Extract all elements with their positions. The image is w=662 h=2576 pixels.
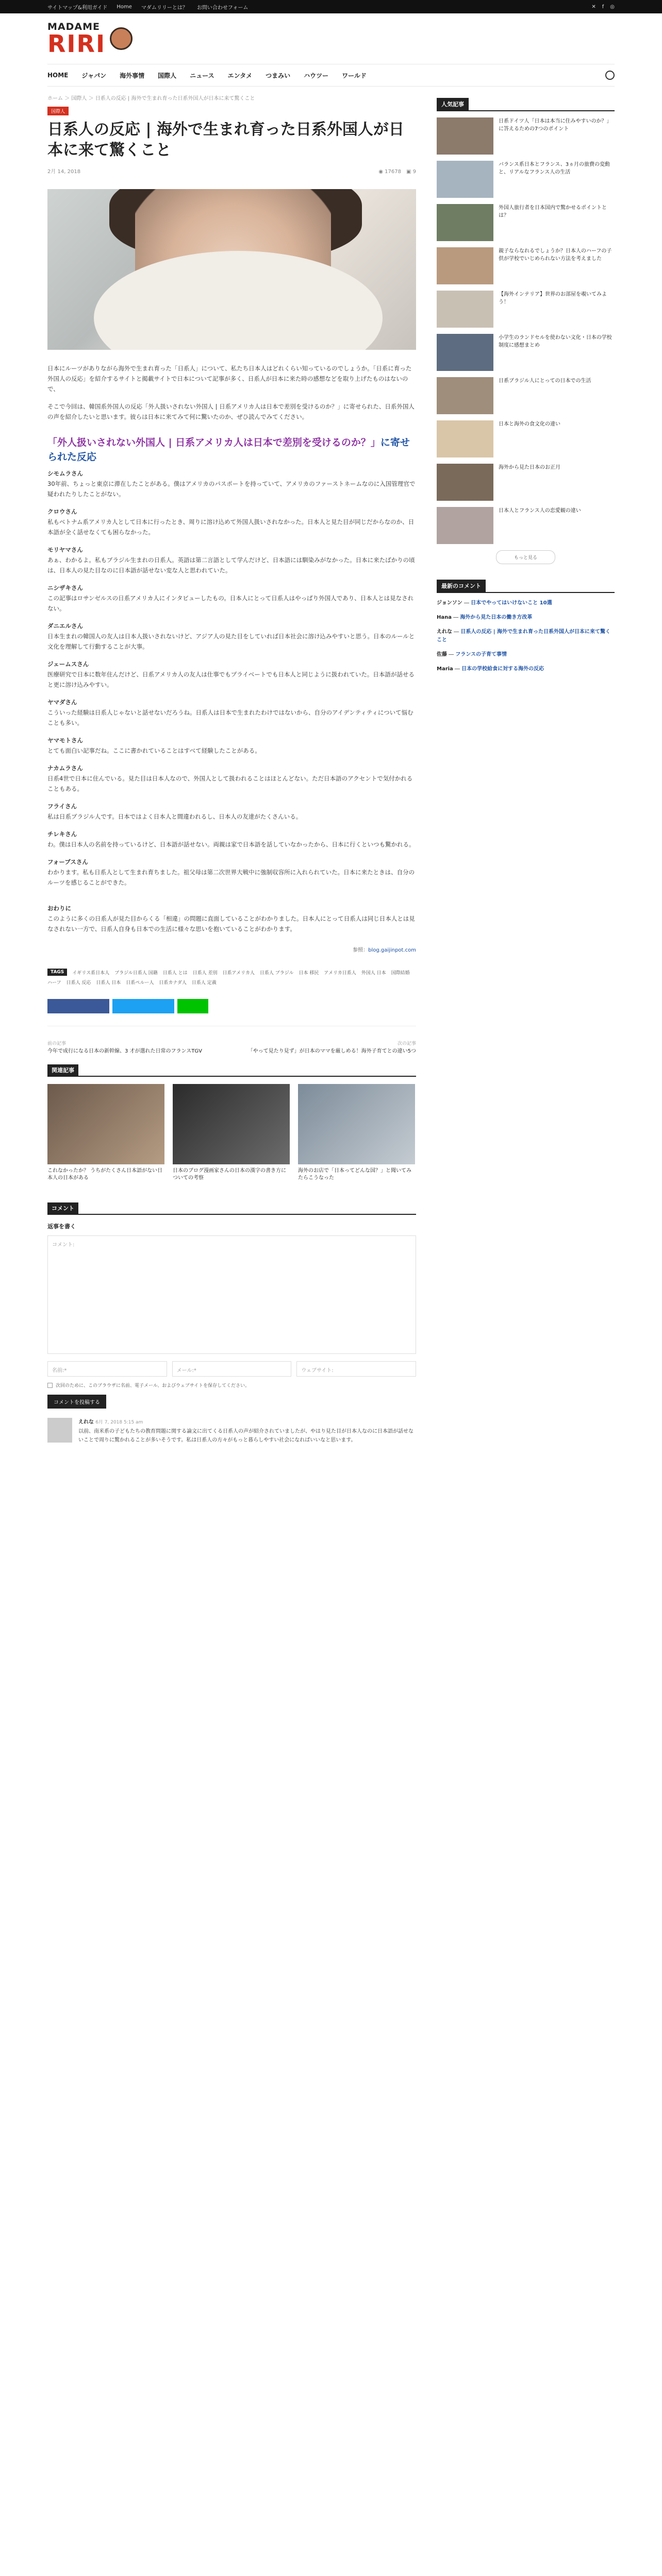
comment-author: えれな <box>78 1419 94 1425</box>
article <box>47 87 416 1445</box>
comment-text: わかります。私も日系人として生まれ育ちました。祖父母は第二次世界大戦中に強制収容所に入れられていた。日本に来たときは、自分のルーツを感じることができた。 <box>47 869 415 886</box>
intro-paragraph: 日本にルーツがありながら海外で生まれ育った「日系人」について、私たち日本人はどれくらい知っているのでしょうか。「日系に育った外国人の反応」を紹介するサイトと掲載サイトで日本について記事が多く、日系人が日本に来た時の感想などを取り上げたものはないので、 <box>47 365 412 393</box>
related-card[interactable]: 海外のお店で「日本ってどんな国？」と聞いてみたらこうなった <box>298 1084 415 1182</box>
nav-howto[interactable]: ハウツー <box>304 72 329 79</box>
commenter-name: ニシザキさん <box>47 584 83 591</box>
tag-item[interactable]: アメリカ日系人 <box>324 970 356 976</box>
topbar-link-contact[interactable]: お問い合わせフォーム <box>196 5 249 11</box>
recent-comment: Maria ― 日本の学校給食に対する海外の反応 <box>437 666 544 672</box>
article-date: 2月 14, 2018 <box>47 169 81 175</box>
tag-item[interactable]: ハーフ <box>47 980 61 986</box>
category-badge[interactable]: 国際人 <box>47 107 69 115</box>
popular-item[interactable]: 日本と海外の食文化の違い <box>437 420 615 457</box>
search-icon[interactable] <box>605 71 615 80</box>
save-info-checkbox[interactable] <box>47 1383 53 1388</box>
comment-text: あぁ、わかるよ。私もブラジル生まれの日系人。英語は第二言語として学んだけど、日本語には馴染みがなかった。日本に来たばかりの頃は、日本人の見た目なのに日本語が話せない変な人と思われていた。 <box>47 556 415 574</box>
tag-item[interactable]: 日系人 ブラジル <box>259 970 294 976</box>
tag-item[interactable]: 日系アメリカ人 <box>222 970 255 976</box>
save-info-label: 次回のために、このブラウザに名前、電子メール、およびウェブサイトを保存してください。 <box>56 1383 250 1388</box>
related-card[interactable]: 日本のブログ漫画家さんの日本の漢字の書き方についての考察 <box>173 1084 290 1182</box>
popular-item[interactable]: 海外から見た日本のお正月 <box>437 464 615 501</box>
comment-text: 日本生まれの韓国人の友人は日本人扱いされないけど、アジア人の見た目をしていれば日本社会に溶け込みやすいと思う。日本のルールと文化を理解して行動することが大事。 <box>47 633 415 650</box>
conclusion-text: このように多くの日系人が見た目からくる「相違」の問題に直面していることがわかりました。日本人にとって日系人は同じ日本人とは見なされない一方で、日系人自身も日本での生活に様々な思いを抱いていることがわかります。 <box>47 915 415 933</box>
commenter-name: ナカムラさん <box>47 765 83 772</box>
related-heading: 関連記事 <box>47 1064 78 1076</box>
facebook-icon[interactable]: f <box>602 4 604 10</box>
avatar <box>47 1418 72 1443</box>
comment-form-heading: コメント <box>47 1202 78 1214</box>
tag-list <box>47 969 416 986</box>
comment-text: 私もベトナム系アメリカ人として日本に行ったとき、周りに溶け込めて外国人扱いされなかった。日本人と見た目が同じだからなのか、日本語が全く話せなくても困らなかった。 <box>47 518 415 536</box>
nav-japan[interactable]: ジャパン <box>81 72 107 79</box>
tag-item[interactable]: 日系カナダ人 <box>159 980 187 986</box>
tag-item[interactable]: 日系ペルー人 <box>126 980 154 986</box>
topbar-link-home[interactable]: Home <box>117 4 132 10</box>
article-meta <box>47 167 416 182</box>
intro-paragraph: そこで今回は、韓国系外国人の反応「外人扱いされない外国人 | 日系アメリカ人は日本で差別を受けるのか？」に寄せられた、日系外国人の声を紹介したいと思います。彼らは日本に来てみて何に驚いたのか、ぜひ読んでみてください。 <box>47 403 415 420</box>
tag-item[interactable]: 日系人 反応 <box>66 980 91 986</box>
section-heading: 「外人扱いされない外国人 | 日系アメリカ人は日本で差別を受けるのか？」に寄せられた反応 <box>47 437 410 463</box>
tag-item[interactable]: 日系人 とは <box>162 970 188 976</box>
share-buttons <box>47 999 416 1026</box>
tag-item[interactable]: 日系人 日本 <box>96 980 121 986</box>
popular-item[interactable]: 日系ブラジル人にとっての日本での生活 <box>437 377 615 414</box>
website-field[interactable]: ウェブサイト: <box>296 1361 416 1377</box>
logo-top-text: MADAME <box>47 21 100 32</box>
nav-world[interactable]: ワールド <box>342 72 367 79</box>
popular-heading: 人気記事 <box>437 98 469 110</box>
comment-date: 6月 7, 2018 5:15 am <box>95 1420 143 1425</box>
breadcrumb: ホーム ＞ 国際人 ＞ 日系人の反応 | 海外で生まれ育った日系外国人が日本に来て驚くこと <box>47 96 255 101</box>
site-logo[interactable] <box>47 22 133 56</box>
related-thumbnail <box>47 1084 164 1164</box>
commenter-name: フォーブスさん <box>47 858 88 866</box>
comment-textarea[interactable]: コメント: <box>47 1235 416 1354</box>
comment-icon: ▣ <box>406 169 413 175</box>
commenter-name: チレキさん <box>47 831 77 838</box>
commenter-name: モリヤマさん <box>47 546 83 553</box>
instagram-icon[interactable]: ◎ <box>610 4 615 10</box>
content-wrap <box>0 87 662 1445</box>
recent-comment: えれな ― 日系人の反応 | 海外で生まれ育った日系外国人が日本に来て驚くこと <box>437 629 610 643</box>
topbar-link-sitemap[interactable]: サイトマップ&利用ガイド <box>47 5 108 11</box>
prev-post[interactable]: 前の記事 今年で成行になる日本の新幹線、3 才が選れた日常のフランスTGV <box>47 1041 202 1054</box>
popular-item[interactable]: 外国人旅行者を日本国内で驚かせるポイントとは？ <box>437 204 615 241</box>
twitter-icon[interactable]: ✕ <box>591 4 596 10</box>
commenter-name: フライさん <box>47 803 77 810</box>
tag-item[interactable]: 日系人 差別 <box>192 970 218 976</box>
topbar-link-about[interactable]: マダムリリーとは？ <box>141 5 188 11</box>
nav-international[interactable]: 国際人 <box>158 72 177 79</box>
main-nav <box>47 64 615 87</box>
logo-bottom-text: RIRI <box>47 29 106 58</box>
nav-news[interactable]: ニュース <box>190 72 214 79</box>
hero-image <box>47 189 416 350</box>
nav-overseas[interactable]: 海外事情 <box>120 72 145 79</box>
popular-item[interactable]: 親子ならなれるでしょうか？日本人のハーフの子供が学校でいじめられない方法を考えました <box>437 247 615 284</box>
commenter-name: ヤマモトさん <box>47 737 83 744</box>
sidebar <box>437 87 615 1445</box>
related-card[interactable]: これなかったか？ うちがたくさん日本語がない日本人の日本がある <box>47 1084 164 1182</box>
commenter-name: ヤマダさん <box>47 699 77 706</box>
nav-home[interactable]: HOME <box>47 72 69 79</box>
popular-item[interactable]: バランス系日本とフランス、3ヵ月の旅費の変動と、リアルなフランス人の生活 <box>437 161 615 198</box>
post-navigation <box>47 1040 416 1054</box>
commenter-name: ジェームスさん <box>47 660 89 668</box>
recent-comments-heading: 最新のコメント <box>437 580 486 592</box>
submit-comment-button[interactable]: コメントを投稿する <box>47 1395 106 1409</box>
comment-text: とても面白い記事だね。ここに書かれていることはすべて経験したことがある。 <box>47 747 261 754</box>
comment-text: 30年前、ちょっと東京に滞在したことがある。僕はアメリカのパスポートを持っていて、アメリカのファーストネームなのに入国管理官で疑われたりしたことがない。 <box>47 480 416 498</box>
popular-item[interactable]: 【海外インテリア】世界のお部屋を覗いてみよう！ <box>437 291 615 328</box>
name-field[interactable]: 名前:* <box>47 1361 167 1377</box>
twitter-share-button[interactable] <box>112 999 174 1013</box>
comment-text: 私は日系ブラジル人です。日本ではよく日本人と間違われるし、日本人の友達がたくさんいる。 <box>47 813 302 820</box>
commenter-name: ダニエルさん <box>47 622 83 630</box>
user-comment <box>47 1418 416 1445</box>
source-link[interactable]: blog.gaijinpot.com <box>368 947 416 953</box>
views-icon: ◉ <box>378 169 385 175</box>
email-field[interactable]: メール:* <box>172 1361 292 1377</box>
recent-comment: ジョンソン ― 日本でやってはいけないこと 10選 <box>437 600 552 606</box>
facebook-share-button[interactable] <box>47 999 109 1013</box>
load-more-button[interactable]: もっと見る <box>496 550 555 564</box>
comment-text: こういった経験は日系人じゃないと話せないだろうね。日系人は日本で生まれたわけではないから、自分のアイデンティティについて悩むことも多い。 <box>47 709 413 726</box>
conclusion-heading: おわりに <box>47 905 71 912</box>
popular-item[interactable]: 小学生のランドセルを使わない文化・日本の学校制度に感想まとめ <box>437 334 615 371</box>
recent-comment: Hana ― 海外から見た日本の働き方改革 <box>437 615 533 620</box>
tag-item[interactable]: 日本 移民 <box>299 970 319 976</box>
view-count: 17678 <box>385 169 401 175</box>
popular-item[interactable]: 日本人とフランス人の恋愛観の違い <box>437 507 615 544</box>
related-thumbnail <box>298 1084 415 1164</box>
recent-comment: 佐藤 ― フランスの子育て事情 <box>437 652 507 657</box>
tag-item[interactable]: ブラジル日系人 国籍 <box>114 970 158 976</box>
line-share-button[interactable] <box>177 999 208 1013</box>
logo-face-icon <box>110 27 133 50</box>
reply-label: 返事を書く <box>47 1223 76 1230</box>
top-bar <box>0 0 662 13</box>
comment-text: この記事はロサンゼルスの日系アメリカ人にインタビューしたもの。日本人にとって日系人はやっぱり外国人であり、日本人とは見なされない。 <box>47 595 414 612</box>
comment-body: 以前、南米系の子どもたちの教育問題に関する論文に出てくる日系人の声が紹介されていましたが、やはり見た目が日本人なのに日本語が話せないことで周りに驚かれることが多いそうです。私は日系人の方々がもっと暮らしやすい社会になればいいなと思います。 <box>78 1429 413 1443</box>
commenter-name: シモムラさん <box>47 470 83 477</box>
popular-item[interactable]: 日系ドイツ人「日本は本当に住みやすいのか？」に答えるための7つのポイント <box>437 117 615 155</box>
nav-snacks[interactable]: つまみい <box>266 72 291 79</box>
commenter-name: クロウさん <box>47 508 77 515</box>
comment-text: 日系4世で日本に住んでいる。見た目は日本人なので、外国人として扱われることはほとんどない。ただ日本語のアクセントで気付かれることもある。 <box>47 775 413 792</box>
comment-text: 医療研究で日本に数年住んだけど、日系アメリカ人の友人は仕事でもプライベートでも日本人と同じように扱われていた。日本語が話せると更に溶け込みやすい。 <box>47 671 415 688</box>
tag-item[interactable]: 国際結婚 <box>391 970 410 976</box>
next-post[interactable]: 次の記事 「やって見たり見ず」が日本のママを厳しめる！海外子育てとの違い5つ <box>247 1041 416 1054</box>
tag-item[interactable]: イギリス系日本人 <box>72 970 110 976</box>
related-thumbnail <box>173 1084 290 1164</box>
site-header <box>0 13 662 64</box>
related-posts <box>47 1084 416 1182</box>
nav-entertainment[interactable]: エンタメ <box>227 72 253 79</box>
social-links <box>591 4 615 10</box>
tag-item[interactable]: 日系人 定義 <box>191 980 217 986</box>
tag-item[interactable]: 外国人 日本 <box>361 970 386 976</box>
source-reference: 参照：blog.gaijinpot.com <box>353 947 416 953</box>
article-body <box>47 363 416 934</box>
article-title: 日系人の反応 | 海外で生まれ育った日系外国人が日本に来て驚くこと <box>47 121 404 159</box>
comment-text: わ。僕は日本人の名前を持っているけど、日本語が話せない。両親は家で日本語を話していなかったから、日本に行くといつも驚かれる。 <box>47 841 415 848</box>
tags-label: TAGS <box>47 969 67 976</box>
comment-count: 9 <box>412 169 416 175</box>
